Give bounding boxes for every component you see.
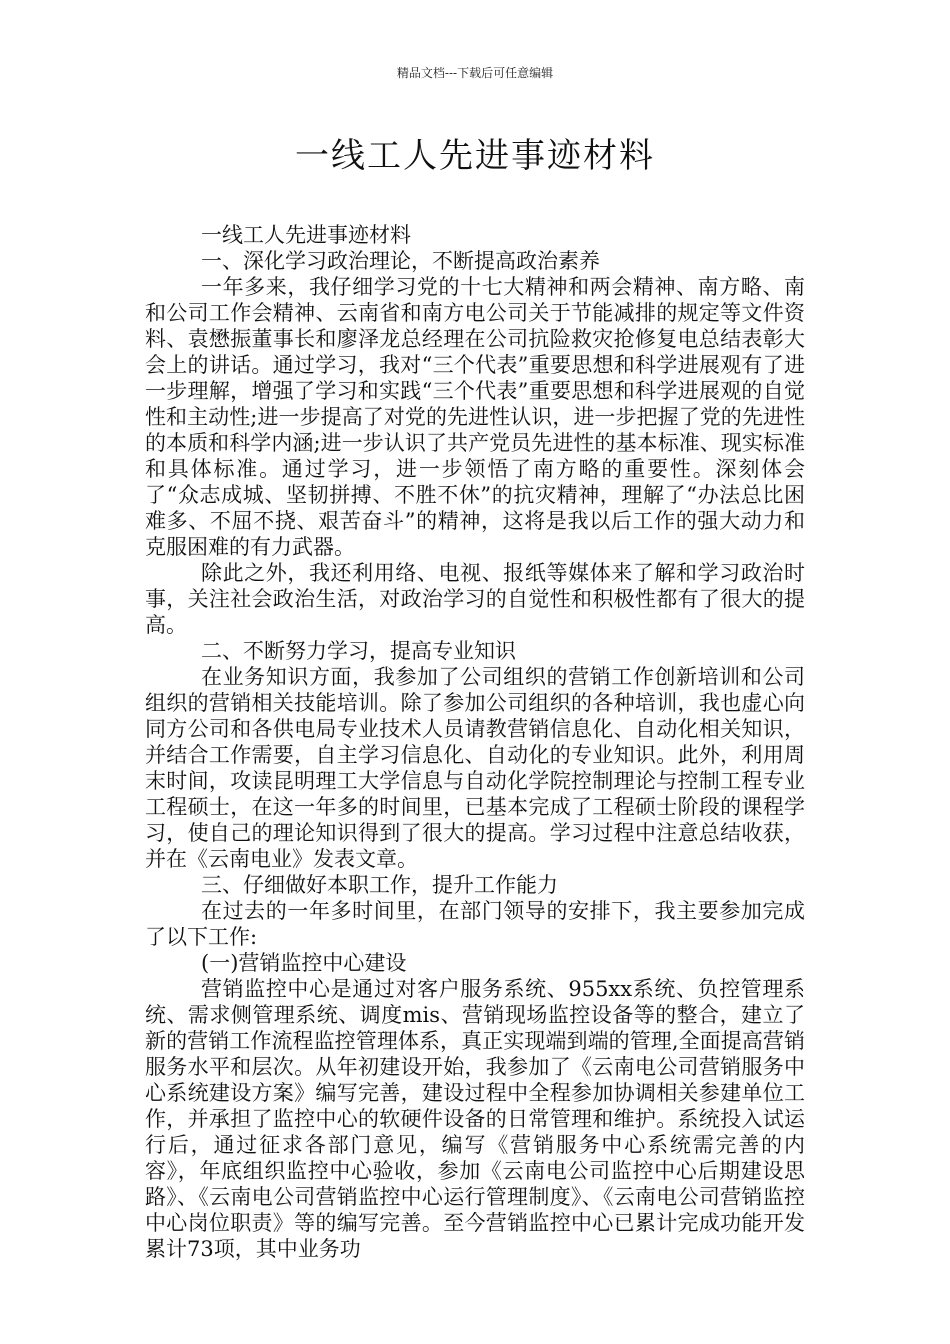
section-heading: 二、不断努力学习，提高专业知识: [201, 639, 516, 663]
body-paragraph: 在过去的一年多时间里，在部门领导的安排下，我主要参加完成了以下工作:: [145, 899, 805, 949]
document-body: [145, 222, 805, 1262]
body-paragraph: 除此之外，我还利用络、电视、报纸等媒体来了解和学习政治时事，关注社会政治生活，对政治学习的自觉性和积极性都有了很大的提高。: [145, 561, 805, 637]
subsection-heading: (一)营销监控中心建设: [201, 951, 407, 975]
section-heading: 一、深化学习政治理论，不断提高政治素养: [201, 249, 600, 273]
section-heading: 三、仔细做好本职工作，提升工作能力: [201, 873, 558, 897]
body-paragraph: 营销监控中心是通过对客户服务系统、955xx系统、负控管理系统、需求侧管理系统、调度mis、营销现场监控设备等的整合，建立了新的营销工作流程监控管理体系，真正实现端到端的管理,全面提高营销服务水平和层次。从年初建设开始，我参加了《云南电公司营销服务中心系统建设方案》编写完善，建设过程中全程参加协调相关参建单位工作，并承担了监控中心的软硬件设备的日常管理和维护。系统投入试运行后，通过征求各部门意见，编写《营销服务中心系统需完善的内容》，年底组织监控中心验收，参加《云南电公司监控中心后期建设思路》、《云南电公司营销监控中心运行管理制度》、《云南电公司营销监控中心岗位职责》等的编写完善。至今营销监控中心已累计完成功能开发累计73项，其中业务功: [145, 977, 805, 1261]
document-title: 一线工人先进事迹材料: [295, 136, 655, 176]
page-header: 精品文档---下载后可任意编辑: [396, 66, 554, 80]
body-paragraph: 一线工人先进事迹材料: [201, 223, 411, 247]
body-paragraph: 在业务知识方面，我参加了公司组织的营销工作创新培训和公司组织的营销相关技能培训。除了参加公司组织的各种培训，我也虚心向同方公司和各供电局专业技术人员请教营销信息化、自动化相关知识，并结合工作需要，自主学习信息化、自动化的专业知识。此外，利用周末时间，攻读昆明理工大学信息与自动化学院控制理论与控制工程专业工程硕士，在这一年多的时间里，已基本完成了工程硕士阶段的课程学习，使自己的理论知识得到了很大的提高。学习过程中注意总结收获，并在《云南电业》发表文章。: [145, 665, 805, 871]
body-paragraph: 一年多来，我仔细学习党的十七大精神和两会精神、南方略、南和公司工作会精神、云南省和南方电公司关于节能减排的规定等文件资料、袁懋振董事长和廖泽龙总经理在公司抗险救灾抢修复电总结表彰大会上的讲话。通过学习，我对“三个代表”重要思想和科学进展观有了进一步理解，增强了学习和实践“三个代表”重要思想和科学进展观的自觉性和主动性;进一步提高了对党的先进性认识，进一步把握了党的先进性的本质和科学内涵;进一步认识了共产党员先进性的基本标准、现实标准和具体标准。通过学习，进一步领悟了南方略的重要性。深刻体会了“众志成城、坚韧拼搏、不胜不休”的抗灾精神，理解了“办法总比困难多、不屈不挠、艰苦奋斗”的精神，这将是我以后工作的强大动力和克服困难的有力武器。: [145, 275, 805, 559]
